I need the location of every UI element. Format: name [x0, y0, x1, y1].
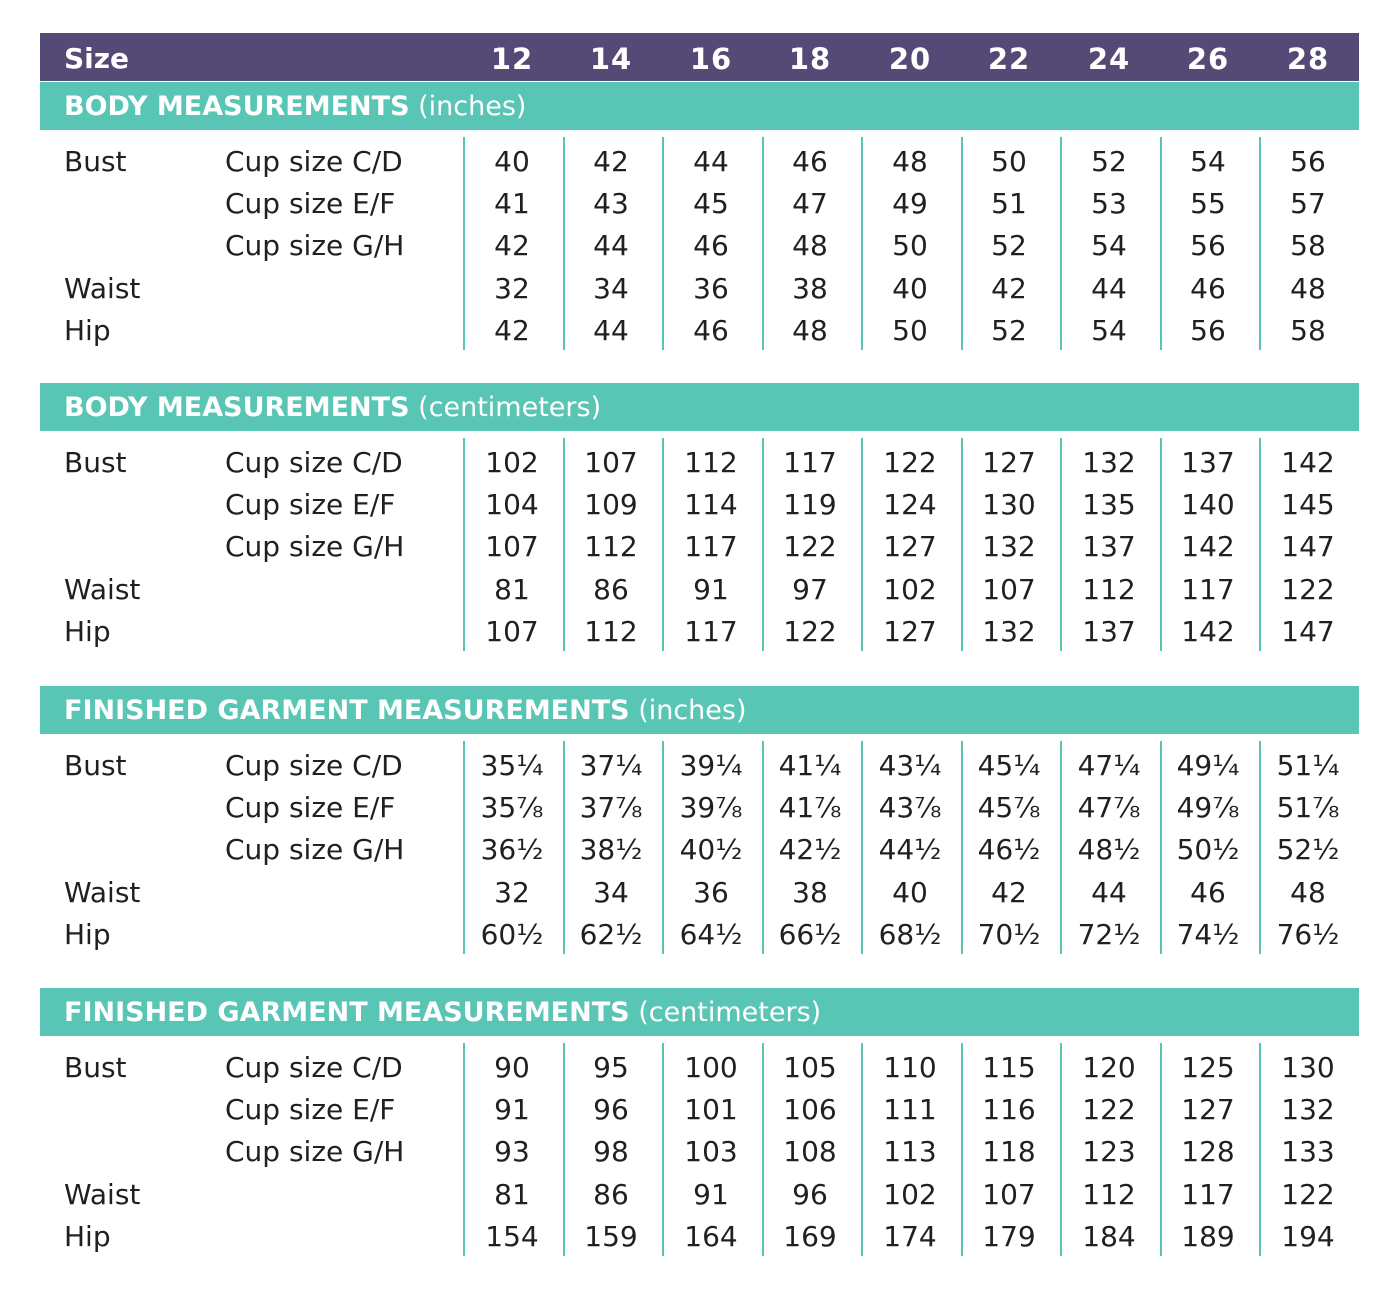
- column-divider: [1160, 438, 1162, 651]
- measurement-value: 39¼: [679, 749, 743, 782]
- size-column-header: 26: [1186, 42, 1230, 76]
- measurement-value: 145: [1281, 488, 1335, 522]
- measurement-value: 107: [982, 572, 1036, 606]
- measurement-value: 117: [1181, 572, 1235, 606]
- measurement-value: 102: [883, 572, 937, 606]
- measurement-value: 112: [1082, 1177, 1136, 1211]
- cup-size-label: Cup size C/D: [225, 1051, 403, 1084]
- measurement-value: 122: [783, 530, 837, 564]
- measurement-value: 169: [783, 1219, 837, 1253]
- measure-label: Hip: [64, 614, 111, 648]
- measurement-value: 35⅞: [480, 791, 544, 825]
- measurement-value: 142: [1181, 614, 1235, 648]
- measurement-value: 123: [1082, 1135, 1136, 1169]
- measurement-value: 107: [485, 614, 539, 648]
- measurement-value: 174: [883, 1219, 937, 1253]
- cup-size-label: Cup size E/F: [225, 1093, 396, 1127]
- measurement-value: 132: [982, 530, 1036, 564]
- measurement-value: 53: [1091, 187, 1127, 221]
- measurement-value: 44: [1091, 875, 1127, 909]
- measurement-value: 93: [494, 1135, 530, 1169]
- measurement-value: 127: [883, 530, 937, 564]
- measurement-value: 48: [792, 229, 828, 263]
- measurement-value: 127: [883, 614, 937, 648]
- measurement-value: 54: [1190, 145, 1226, 178]
- measurement-value: 47¼: [1077, 749, 1141, 782]
- measurement-value: 54: [1091, 229, 1127, 263]
- column-divider: [1160, 137, 1162, 350]
- measurement-value: 106: [783, 1093, 837, 1127]
- measurement-value: 122: [883, 446, 937, 479]
- column-divider: [662, 1043, 664, 1256]
- column-divider: [662, 137, 664, 350]
- measurement-value: 44: [593, 229, 629, 263]
- section-header: [40, 82, 1359, 130]
- measurement-value: 62½: [579, 917, 643, 951]
- measurement-value: 41: [494, 187, 530, 221]
- measurement-value: 35¼: [480, 749, 544, 782]
- section-unit: (centimeters): [638, 997, 822, 1028]
- section-title: BODY MEASUREMENTS: [64, 392, 410, 423]
- measurement-value: 135: [1082, 488, 1136, 522]
- measurement-value: 81: [494, 1177, 530, 1211]
- measurement-value: 102: [485, 446, 539, 479]
- measurement-value: 125: [1181, 1051, 1235, 1084]
- measurement-value: 101: [684, 1093, 738, 1127]
- measurement-value: 114: [684, 488, 738, 522]
- cup-size-label: Cup size E/F: [225, 791, 396, 825]
- measurement-value: 66½: [778, 917, 842, 951]
- cup-size-label: Cup size G/H: [225, 1135, 405, 1169]
- column-divider: [961, 1043, 963, 1256]
- cup-size-label: Cup size G/H: [225, 530, 405, 564]
- column-divider: [1259, 438, 1261, 651]
- measurement-value: 96: [792, 1177, 828, 1211]
- measurement-value: 122: [1281, 1177, 1335, 1211]
- measurement-value: 38½: [579, 833, 643, 867]
- measure-label: Hip: [64, 1219, 111, 1253]
- measurement-value: 91: [693, 1177, 729, 1211]
- measurement-value: 68½: [878, 917, 942, 951]
- measurement-value: 38: [792, 271, 828, 305]
- measurement-value: 128: [1181, 1135, 1235, 1169]
- measurement-value: 137: [1082, 614, 1136, 648]
- column-divider: [861, 137, 863, 350]
- measurement-value: 86: [593, 1177, 629, 1211]
- section-unit: (centimeters): [418, 392, 602, 423]
- measurement-value: 43⅞: [878, 791, 942, 825]
- measure-label: Bust: [64, 145, 127, 178]
- column-divider: [1060, 741, 1062, 954]
- measurement-value: 47: [792, 187, 828, 221]
- measurement-value: 98: [593, 1135, 629, 1169]
- measure-label: Hip: [64, 313, 111, 347]
- measurement-value: 46: [1190, 271, 1226, 305]
- measurement-value: 44½: [878, 833, 942, 867]
- measurement-value: 51⅞: [1276, 791, 1340, 825]
- measurement-value: 58: [1290, 313, 1326, 347]
- measurement-value: 104: [485, 488, 539, 522]
- measurement-value: 38: [792, 875, 828, 909]
- column-divider: [762, 741, 764, 954]
- size-column-header: 18: [788, 42, 832, 76]
- cup-size-label: Cup size E/F: [225, 187, 396, 221]
- column-divider: [662, 438, 664, 651]
- measure-label: Waist: [64, 271, 141, 305]
- measurement-value: 118: [982, 1135, 1036, 1169]
- measurement-value: 50: [991, 145, 1027, 178]
- measurement-value: 189: [1181, 1219, 1235, 1253]
- column-divider: [563, 137, 565, 350]
- section-header: [40, 686, 1359, 734]
- measurement-value: 111: [883, 1093, 937, 1127]
- measurement-value: 36: [693, 271, 729, 305]
- measurement-value: 124: [883, 488, 937, 522]
- measurement-value: 97: [792, 572, 828, 606]
- measurement-value: 137: [1181, 446, 1235, 479]
- measurement-value: 46: [1190, 875, 1226, 909]
- column-divider: [563, 438, 565, 651]
- measurement-value: 37⅞: [579, 791, 643, 825]
- measurement-value: 117: [684, 614, 738, 648]
- measurement-value: 113: [883, 1135, 937, 1169]
- measurement-value: 56: [1290, 145, 1326, 178]
- column-divider: [1060, 1043, 1062, 1256]
- measurement-value: 107: [485, 530, 539, 564]
- measurement-value: 40: [892, 875, 928, 909]
- measurement-value: 142: [1281, 446, 1335, 479]
- column-divider: [463, 137, 465, 350]
- measurement-value: 112: [1082, 572, 1136, 606]
- section-title: FINISHED GARMENT MEASUREMENTS: [64, 695, 630, 726]
- measurement-value: 34: [593, 271, 629, 305]
- measurement-value: 42: [593, 145, 629, 178]
- measurement-value: 109: [584, 488, 638, 522]
- measurement-value: 112: [584, 530, 638, 564]
- cup-size-label: Cup size C/D: [225, 145, 403, 178]
- measurement-value: 46: [693, 229, 729, 263]
- measurement-value: 57: [1290, 187, 1326, 221]
- measurement-value: 41¼: [778, 749, 842, 782]
- measurement-value: 49¼: [1176, 749, 1240, 782]
- measurement-value: 50: [892, 313, 928, 347]
- measurement-value: 74½: [1176, 917, 1240, 951]
- column-divider: [961, 137, 963, 350]
- column-divider: [762, 137, 764, 350]
- measurement-value: 137: [1082, 530, 1136, 564]
- measurement-value: 120: [1082, 1051, 1136, 1084]
- measurement-value: 44: [593, 313, 629, 347]
- measure-label: Hip: [64, 917, 111, 951]
- measurement-value: 46: [792, 145, 828, 178]
- measurement-value: 122: [1082, 1093, 1136, 1127]
- measurement-value: 52: [991, 229, 1027, 263]
- measurement-value: 132: [982, 614, 1036, 648]
- measurement-value: 140: [1181, 488, 1235, 522]
- measurement-value: 49⅞: [1176, 791, 1240, 825]
- column-divider: [1160, 741, 1162, 954]
- measurement-value: 52: [1091, 145, 1127, 178]
- measurement-value: 103: [684, 1135, 738, 1169]
- column-divider: [1060, 438, 1062, 651]
- measurement-value: 70½: [977, 917, 1041, 951]
- measurement-value: 107: [982, 1177, 1036, 1211]
- column-divider: [1259, 137, 1261, 350]
- column-divider: [463, 741, 465, 954]
- measurement-value: 47⅞: [1077, 791, 1141, 825]
- measurement-value: 86: [593, 572, 629, 606]
- column-divider: [1259, 741, 1261, 954]
- measurement-value: 116: [982, 1093, 1036, 1127]
- measurement-value: 179: [982, 1219, 1036, 1253]
- measurement-value: 45¼: [977, 749, 1041, 782]
- measurement-value: 55: [1190, 187, 1226, 221]
- measurement-value: 100: [684, 1051, 738, 1084]
- size-column-header: 24: [1087, 42, 1131, 76]
- measurement-value: 52½: [1276, 833, 1340, 867]
- measurement-value: 147: [1281, 530, 1335, 564]
- measurement-value: 76½: [1276, 917, 1340, 951]
- measurement-value: 42: [991, 875, 1027, 909]
- measurement-value: 42: [991, 271, 1027, 305]
- measurement-value: 159: [584, 1219, 638, 1253]
- measurement-value: 34: [593, 875, 629, 909]
- column-divider: [861, 741, 863, 954]
- measurement-value: 48: [792, 313, 828, 347]
- section-header: [40, 383, 1359, 431]
- measurement-value: 127: [982, 446, 1036, 479]
- measurement-value: 142: [1181, 530, 1235, 564]
- size-column-header: 22: [987, 42, 1031, 76]
- measurement-value: 105: [783, 1051, 837, 1084]
- measurement-value: 46: [693, 313, 729, 347]
- measurement-value: 194: [1281, 1219, 1335, 1253]
- measurement-value: 119: [783, 488, 837, 522]
- measurement-value: 43¼: [878, 749, 942, 782]
- measurement-value: 45: [693, 187, 729, 221]
- measurement-value: 117: [783, 446, 837, 479]
- measurement-value: 50: [892, 229, 928, 263]
- column-divider: [463, 1043, 465, 1256]
- measurement-value: 37¼: [579, 749, 643, 782]
- measurement-value: 91: [693, 572, 729, 606]
- measurement-value: 117: [684, 530, 738, 564]
- measure-label: Waist: [64, 1177, 141, 1211]
- measurement-value: 130: [982, 488, 1036, 522]
- measure-label: Bust: [64, 446, 127, 479]
- size-column-header: 14: [589, 42, 633, 76]
- measurement-value: 44: [1091, 271, 1127, 305]
- measurement-value: 60½: [480, 917, 544, 951]
- size-label: Size: [64, 42, 130, 75]
- measurement-value: 95: [593, 1051, 629, 1084]
- measurement-value: 133: [1281, 1135, 1335, 1169]
- section-title: FINISHED GARMENT MEASUREMENTS: [64, 997, 630, 1028]
- measurement-value: 112: [584, 614, 638, 648]
- cup-size-label: Cup size G/H: [225, 229, 405, 263]
- measurement-value: 122: [1281, 572, 1335, 606]
- cup-size-label: Cup size C/D: [225, 749, 403, 782]
- measurement-value: 96: [593, 1093, 629, 1127]
- measurement-value: 39⅞: [679, 791, 743, 825]
- column-divider: [1060, 137, 1062, 350]
- column-divider: [861, 1043, 863, 1256]
- measurement-value: 164: [684, 1219, 738, 1253]
- measure-label: Waist: [64, 875, 141, 909]
- column-divider: [463, 438, 465, 651]
- measurement-value: 122: [783, 614, 837, 648]
- section-unit: (inches): [418, 91, 527, 122]
- size-column-header: 16: [689, 42, 733, 76]
- measurement-value: 91: [494, 1093, 530, 1127]
- measurement-value: 51¼: [1276, 749, 1340, 782]
- column-divider: [563, 741, 565, 954]
- size-column-header: 12: [490, 42, 534, 76]
- column-divider: [1259, 1043, 1261, 1256]
- measurement-value: 50½: [1176, 833, 1240, 867]
- measurement-value: 45⅞: [977, 791, 1041, 825]
- measurement-value: 154: [485, 1219, 539, 1253]
- section-unit: (inches): [638, 695, 747, 726]
- measure-label: Waist: [64, 572, 141, 606]
- measurement-value: 48: [1290, 875, 1326, 909]
- column-divider: [861, 438, 863, 651]
- size-header-row: [40, 33, 1359, 81]
- measurement-value: 127: [1181, 1093, 1235, 1127]
- column-divider: [961, 438, 963, 651]
- measurement-value: 52: [991, 313, 1027, 347]
- measurement-value: 48½: [1077, 833, 1141, 867]
- size-column-header: 28: [1286, 42, 1330, 76]
- measurement-value: 42½: [778, 833, 842, 867]
- cup-size-label: Cup size C/D: [225, 446, 403, 479]
- measurement-value: 40: [494, 145, 530, 178]
- measurement-value: 110: [883, 1051, 937, 1084]
- measurement-value: 117: [1181, 1177, 1235, 1211]
- measurement-value: 51: [991, 187, 1027, 221]
- measurement-value: 40: [892, 271, 928, 305]
- measurement-value: 43: [593, 187, 629, 221]
- measurement-value: 108: [783, 1135, 837, 1169]
- size-column-header: 20: [888, 42, 932, 76]
- measurement-value: 102: [883, 1177, 937, 1211]
- measurement-value: 49: [892, 187, 928, 221]
- measurement-value: 32: [494, 271, 530, 305]
- measurement-value: 40½: [679, 833, 743, 867]
- measurement-value: 56: [1190, 313, 1226, 347]
- measure-label: Bust: [64, 1051, 127, 1084]
- measurement-value: 41⅞: [778, 791, 842, 825]
- measurement-value: 72½: [1077, 917, 1141, 951]
- measurement-value: 90: [494, 1051, 530, 1084]
- measurement-value: 48: [892, 145, 928, 178]
- measurement-value: 112: [684, 446, 738, 479]
- measurement-value: 56: [1190, 229, 1226, 263]
- measurement-value: 36½: [480, 833, 544, 867]
- measurement-value: 147: [1281, 614, 1335, 648]
- measurement-value: 132: [1082, 446, 1136, 479]
- measurement-value: 32: [494, 875, 530, 909]
- measurement-value: 130: [1281, 1051, 1335, 1084]
- column-divider: [563, 1043, 565, 1256]
- measurement-value: 115: [982, 1051, 1036, 1084]
- column-divider: [662, 741, 664, 954]
- column-divider: [762, 1043, 764, 1256]
- cup-size-label: Cup size G/H: [225, 833, 405, 867]
- measurement-value: 42: [494, 229, 530, 263]
- measurement-value: 48: [1290, 271, 1326, 305]
- measurement-value: 54: [1091, 313, 1127, 347]
- section-header: [40, 988, 1359, 1036]
- measurement-value: 36: [693, 875, 729, 909]
- measure-label: Bust: [64, 749, 127, 782]
- cup-size-label: Cup size E/F: [225, 488, 396, 522]
- column-divider: [1160, 1043, 1162, 1256]
- measurement-value: 64½: [679, 917, 743, 951]
- column-divider: [961, 741, 963, 954]
- measurement-value: 58: [1290, 229, 1326, 263]
- measurement-value: 46½: [977, 833, 1041, 867]
- section-title: BODY MEASUREMENTS: [64, 91, 410, 122]
- measurement-value: 107: [584, 446, 638, 479]
- measurement-value: 132: [1281, 1093, 1335, 1127]
- measurement-value: 44: [693, 145, 729, 178]
- column-divider: [762, 438, 764, 651]
- measurement-value: 42: [494, 313, 530, 347]
- measurement-value: 184: [1082, 1219, 1136, 1253]
- measurement-value: 81: [494, 572, 530, 606]
